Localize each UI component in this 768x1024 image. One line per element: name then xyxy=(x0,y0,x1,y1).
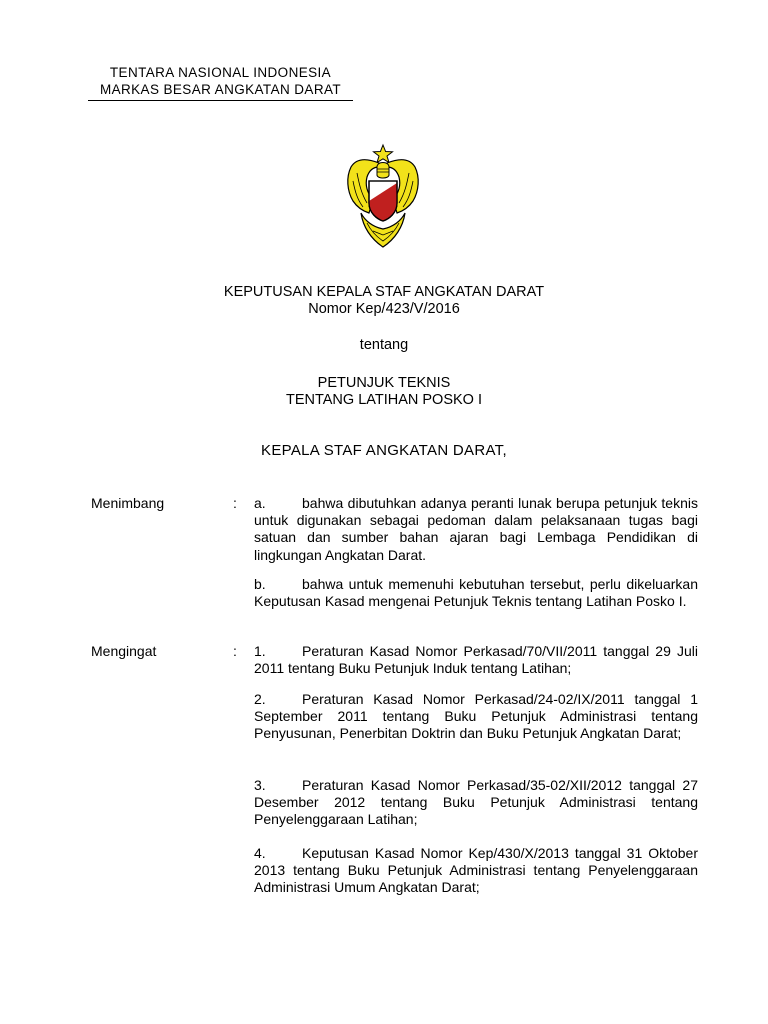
institution-header xyxy=(88,64,353,101)
decree-subject-line-2: TENTANG LATIHAN POSKO I xyxy=(285,392,483,408)
item-text: Peraturan Kasad Nomor Perkasad/35-02/XII/2012 tanggal 27 Desember 2012 tentang Buku Petunjuk Administrasi tentang Penyelenggaraan Latihan; xyxy=(254,777,698,828)
header-underline xyxy=(88,100,353,101)
item-number: a. xyxy=(254,495,266,511)
menimbang-colon: : xyxy=(233,495,237,511)
institution-line-2: MARKAS BESAR ANGKATAN DARAT xyxy=(99,82,342,97)
item-number: 4. xyxy=(254,845,266,861)
item-number: 1. xyxy=(254,643,266,659)
institution-line-1: TENTARA NASIONAL INDONESIA xyxy=(109,65,332,80)
item-text: Peraturan Kasad Nomor Perkasad/70/VII/2011 tanggal 29 Juli 2011 tentang Buku Petunjuk Induk tentang Latihan; xyxy=(254,643,698,677)
mengingat-item-3 xyxy=(254,777,698,829)
menimbang-item-a xyxy=(254,495,698,564)
item-text: Keputusan Kasad Nomor Kep/430/X/2013 tanggal 31 Oktober 2013 tentang Buku Petunjuk Administrasi tentang Penyelenggaraan Administrasi Umum Angkatan Darat; xyxy=(254,845,698,896)
item-text: bahwa dibutuhkan adanya peranti lunak berupa petunjuk teknis untuk digunakan sebagai pedoman dalam pelaksanaan tugas bagi satuan dan sumber bahan ajaran bagi Lembaga Pendidikan di lingkungan Angkatan Darat. xyxy=(254,495,698,563)
item-number: b. xyxy=(254,576,266,592)
decree-subject-line-1: PETUNJUK TEKNIS xyxy=(317,375,451,391)
mengingat-item-1 xyxy=(254,643,698,677)
mengingat-item-4 xyxy=(254,845,698,897)
decree-authority: KEPALA STAF ANGKATAN DARAT, xyxy=(261,442,507,459)
mengingat-colon: : xyxy=(233,643,237,659)
menimbang-item-b xyxy=(254,576,698,610)
menimbang-label: Menimbang xyxy=(91,495,165,511)
decree-number: Nomor Kep/423/V/2016 xyxy=(308,301,460,317)
item-text: Peraturan Kasad Nomor Perkasad/24-02/IX/2011 tanggal 1 September 2011 tentang Buku Petunjuk Administrasi tentang Penyusunan, Penerbitan Doktrin dan Buku Petunjuk Angkatan Darat; xyxy=(254,691,698,742)
army-emblem-icon xyxy=(343,143,423,251)
item-number: 2. xyxy=(254,691,266,707)
mengingat-label: Mengingat xyxy=(91,643,157,659)
mengingat-item-2 xyxy=(254,691,698,743)
item-number: 3. xyxy=(254,777,266,793)
decree-about: tentang xyxy=(359,337,409,353)
decree-title: KEPUTUSAN KEPALA STAF ANGKATAN DARAT xyxy=(223,284,545,300)
item-text: bahwa untuk memenuhi kebutuhan tersebut, perlu dikeluarkan Keputusan Kasad mengenai Petunjuk Teknis tentang Latihan Posko I. xyxy=(254,576,698,610)
